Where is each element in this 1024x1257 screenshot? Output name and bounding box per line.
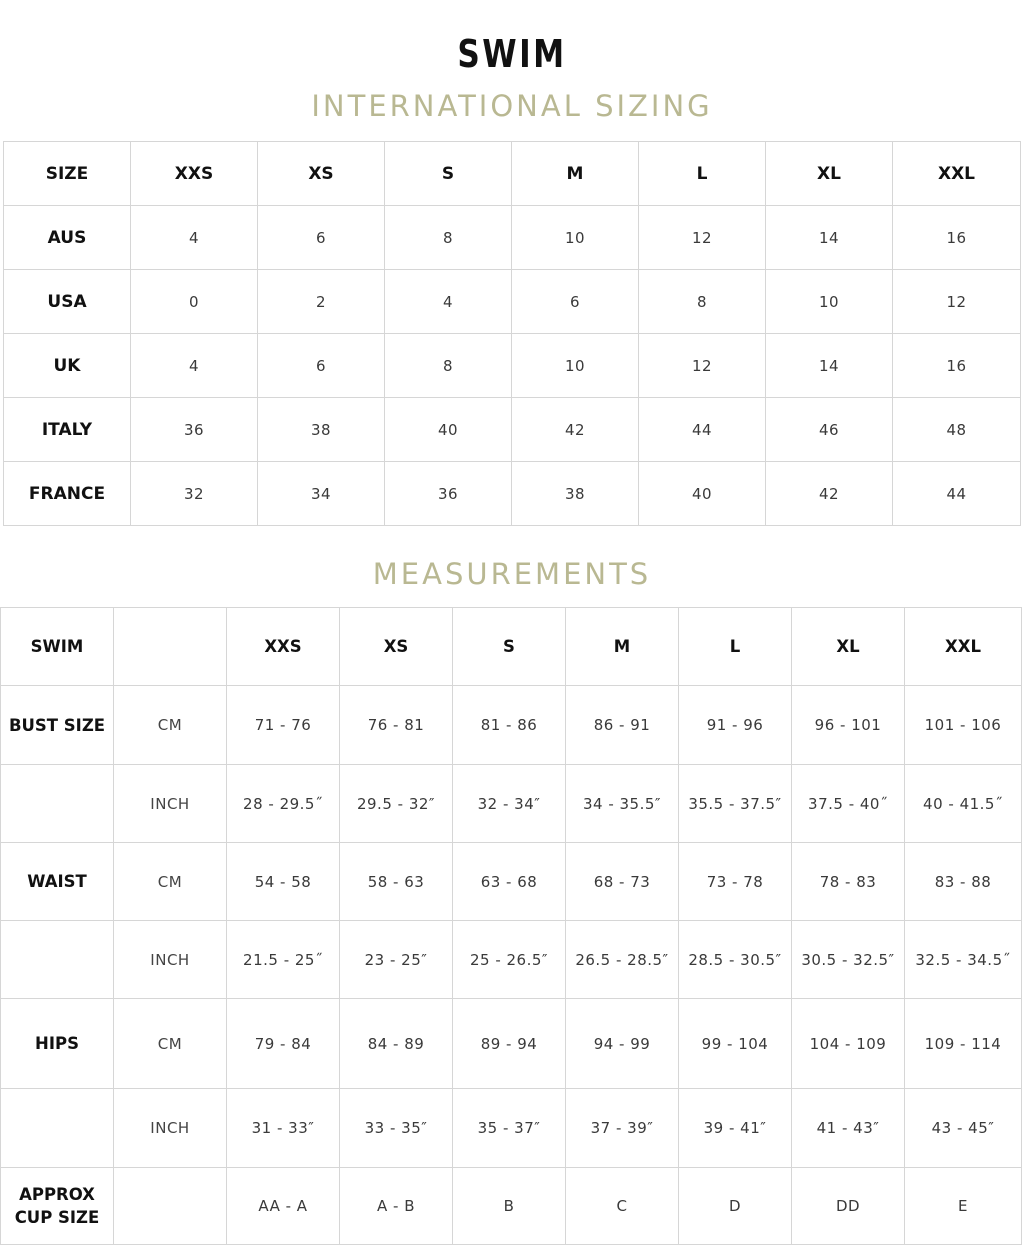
table-row: [4, 270, 1021, 334]
table-cell: 12: [893, 270, 1021, 334]
table-cell: 26.5 - 28.5″: [566, 921, 679, 999]
table-cell: 38: [258, 398, 385, 462]
table-cell: 73 - 78: [679, 843, 792, 921]
table-cell: 44: [893, 462, 1021, 526]
table-cell: DD: [792, 1168, 905, 1245]
measurements-heading: MEASUREMENTS: [372, 557, 652, 591]
table-cell: 84 - 89: [340, 999, 453, 1089]
table-cell: 96 - 101: [792, 686, 905, 765]
table-row: [1, 1168, 1022, 1245]
table-cell: A - B: [340, 1168, 453, 1245]
unit-cell: CM: [114, 686, 227, 765]
row-label: WAIST: [1, 843, 114, 921]
table-cell: 40: [639, 462, 766, 526]
header-cell: L: [639, 142, 766, 206]
international-sizing-table: [3, 141, 1021, 526]
table-cell: 30.5 - 32.5″: [792, 921, 905, 999]
table-cell: 16: [893, 206, 1021, 270]
table-cell: 99 - 104: [679, 999, 792, 1089]
unit-cell: INCH: [114, 921, 227, 999]
header-cell: XXS: [227, 608, 340, 686]
table-row: [1, 921, 1022, 999]
row-label: FRANCE: [4, 462, 131, 526]
table-cell: 34: [258, 462, 385, 526]
table-cell: 79 - 84: [227, 999, 340, 1089]
header-cell: XS: [258, 142, 385, 206]
table-row: [4, 206, 1021, 270]
table-cell: 10: [512, 334, 639, 398]
unit-cell: CM: [114, 843, 227, 921]
row-label: [1, 1089, 114, 1168]
table-cell: 2: [258, 270, 385, 334]
international-sizing-heading: INTERNATIONAL SIZING: [311, 89, 713, 123]
table-cell: 48: [893, 398, 1021, 462]
table-cell: 4: [385, 270, 512, 334]
table-cell: C: [566, 1168, 679, 1245]
table-cell: 58 - 63: [340, 843, 453, 921]
table-cell: 104 - 109: [792, 999, 905, 1089]
table-row: [1, 843, 1022, 921]
table-cell: 10: [512, 206, 639, 270]
header-cell: XL: [766, 142, 893, 206]
row-label: ITALY: [4, 398, 131, 462]
table-cell: 21.5 - 25˝: [227, 921, 340, 999]
row-label: UK: [4, 334, 131, 398]
table-cell: 16: [893, 334, 1021, 398]
table-cell: 34 - 35.5″: [566, 765, 679, 843]
table-cell: 40: [385, 398, 512, 462]
header-cell: L: [679, 608, 792, 686]
table-cell: 71 - 76: [227, 686, 340, 765]
row-label: HIPS: [1, 999, 114, 1089]
table-cell: 12: [639, 334, 766, 398]
table-cell: 23 - 25″: [340, 921, 453, 999]
table-cell: 81 - 86: [453, 686, 566, 765]
table-cell: 37 - 39″: [566, 1089, 679, 1168]
table-cell: 37.5 - 40˝: [792, 765, 905, 843]
row-label: AUS: [4, 206, 131, 270]
table-cell: 33 - 35″: [340, 1089, 453, 1168]
page-title: SWIM: [457, 32, 567, 76]
table-cell: D: [679, 1168, 792, 1245]
table-cell: 42: [512, 398, 639, 462]
header-cell: XXS: [131, 142, 258, 206]
cup-label-line2: CUP SIZE: [14, 1208, 100, 1227]
table-cell: 36: [131, 398, 258, 462]
table-cell: 35.5 - 37.5″: [679, 765, 792, 843]
table-cell: 14: [766, 334, 893, 398]
table-cell: 31 - 33″: [227, 1089, 340, 1168]
table-cell: 46: [766, 398, 893, 462]
table-cell: 6: [258, 206, 385, 270]
table-cell: 28.5 - 30.5″: [679, 921, 792, 999]
table-row: [1, 999, 1022, 1089]
table-cell: 54 - 58: [227, 843, 340, 921]
table-cell: 0: [131, 270, 258, 334]
header-cell: XL: [792, 608, 905, 686]
cup-label-line1: APPROX: [19, 1185, 95, 1204]
unit-cell: [114, 1168, 227, 1245]
row-label: [1, 765, 114, 843]
table-cell: 4: [131, 206, 258, 270]
table-cell: 4: [131, 334, 258, 398]
header-cell: S: [453, 608, 566, 686]
table-cell: 101 - 106: [905, 686, 1022, 765]
unit-cell: INCH: [114, 1089, 227, 1168]
table-cell: 76 - 81: [340, 686, 453, 765]
row-label-cup-size: [1, 1168, 114, 1245]
table-row: [4, 334, 1021, 398]
table-cell: 8: [385, 206, 512, 270]
table-cell: 68 - 73: [566, 843, 679, 921]
table-cell: 8: [639, 270, 766, 334]
table-cell: 32 - 34″: [453, 765, 566, 843]
table-cell: 35 - 37″: [453, 1089, 566, 1168]
header-cell: SWIM: [1, 608, 114, 686]
table-cell: 40 - 41.5˝: [905, 765, 1022, 843]
table-cell: 10: [766, 270, 893, 334]
table-cell: 109 - 114: [905, 999, 1022, 1089]
table-cell: 29.5 - 32″: [340, 765, 453, 843]
unit-cell: CM: [114, 999, 227, 1089]
table-row: [4, 462, 1021, 526]
table-cell: 43 - 45″: [905, 1089, 1022, 1168]
table-row: [1, 686, 1022, 765]
table-cell: 8: [385, 334, 512, 398]
table-cell: AA - A: [227, 1168, 340, 1245]
table-cell: 41 - 43″: [792, 1089, 905, 1168]
table-cell: 12: [639, 206, 766, 270]
table-cell: 6: [512, 270, 639, 334]
row-label: BUST SIZE: [1, 686, 114, 765]
table-cell: 83 - 88: [905, 843, 1022, 921]
table-cell: 78 - 83: [792, 843, 905, 921]
table-cell: 32: [131, 462, 258, 526]
table-cell: 6: [258, 334, 385, 398]
table-cell: B: [453, 1168, 566, 1245]
table-cell: 94 - 99: [566, 999, 679, 1089]
row-label: [1, 921, 114, 999]
table-cell: 86 - 91: [566, 686, 679, 765]
header-cell: M: [512, 142, 639, 206]
table-cell: 38: [512, 462, 639, 526]
table-cell: 63 - 68: [453, 843, 566, 921]
table-cell: 44: [639, 398, 766, 462]
header-cell: XXL: [893, 142, 1021, 206]
table-header-row: [4, 142, 1021, 206]
table-cell: 39 - 41″: [679, 1089, 792, 1168]
header-cell: [114, 608, 227, 686]
table-row: [4, 398, 1021, 462]
table-cell: 14: [766, 206, 893, 270]
table-row: [1, 1089, 1022, 1168]
table-row: [1, 765, 1022, 843]
measurements-table: [0, 607, 1022, 1245]
table-header-row: [1, 608, 1022, 686]
table-cell: 32.5 - 34.5˝: [905, 921, 1022, 999]
table-cell: 28 - 29.5˝: [227, 765, 340, 843]
header-cell: XXL: [905, 608, 1022, 686]
header-cell: XS: [340, 608, 453, 686]
table-cell: 42: [766, 462, 893, 526]
table-cell: 91 - 96: [679, 686, 792, 765]
table-cell: 36: [385, 462, 512, 526]
unit-cell: INCH: [114, 765, 227, 843]
header-cell: M: [566, 608, 679, 686]
header-cell: SIZE: [4, 142, 131, 206]
table-cell: 89 - 94: [453, 999, 566, 1089]
table-cell: E: [905, 1168, 1022, 1245]
table-cell: 25 - 26.5″: [453, 921, 566, 999]
row-label: USA: [4, 270, 131, 334]
header-cell: S: [385, 142, 512, 206]
